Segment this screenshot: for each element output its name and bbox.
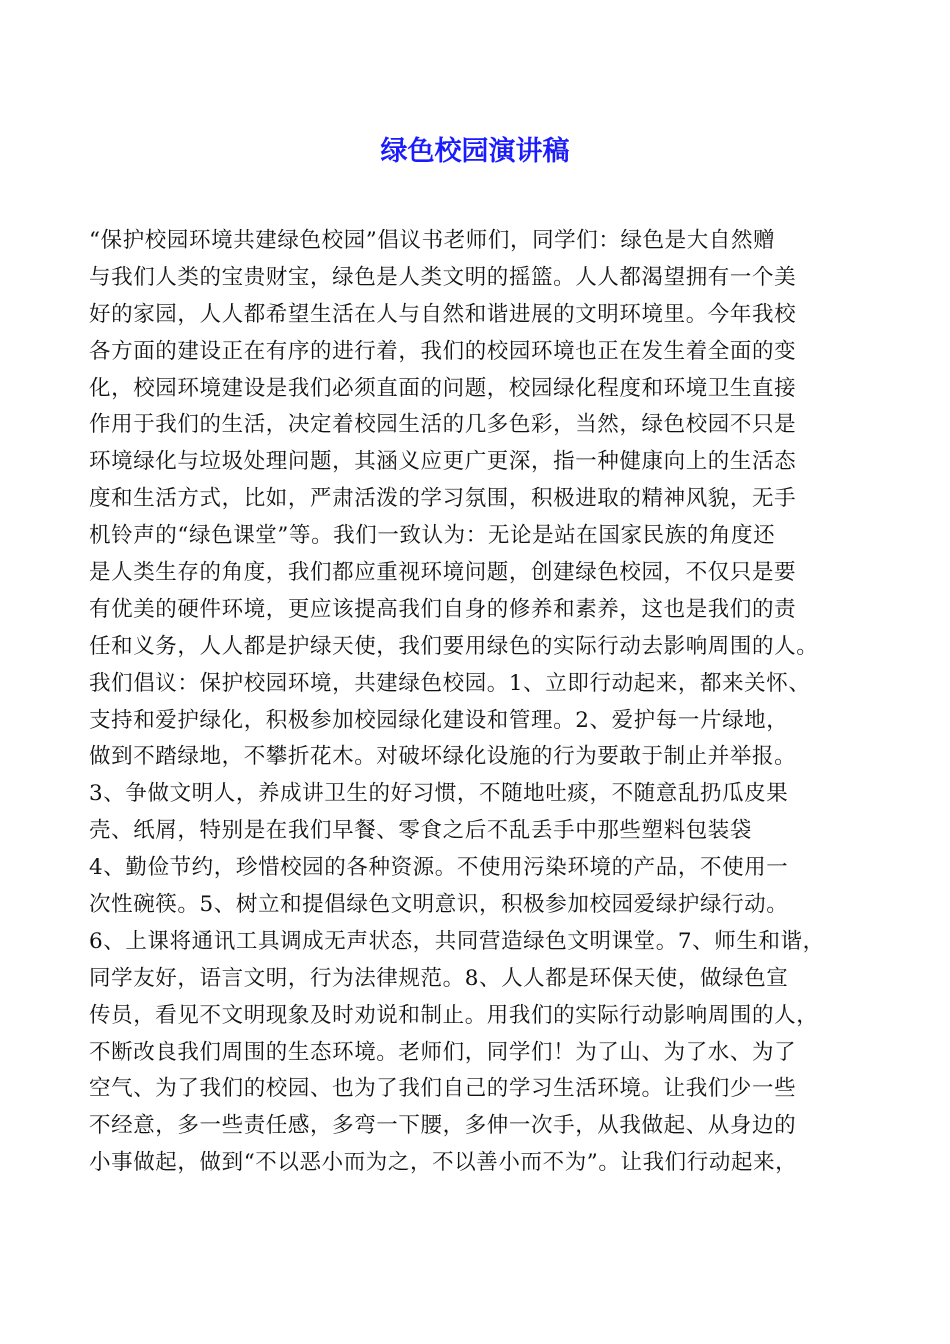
- body-line: 机铃声的“绿色课堂”等。我们一致认为：无论是站在国家民族的角度还: [89, 523, 776, 549]
- body-line: 度和生活方式，比如，严肃活泼的学习氛围，积极进取的精神风貌，无手: [89, 486, 797, 512]
- body-line: 小事做起，做到“不以恶小而为之，不以善小而不为”。让我们行动起来，: [89, 1150, 798, 1176]
- body-line: “保护校园环境共建绿色校园”倡议书老师们，同学们：绿色是大自然赠: [89, 228, 776, 253]
- body-line: 有优美的硬件环境，更应该提高我们自身的修养和素养，这也是我们的责: [89, 596, 797, 622]
- body-line: 任和义务，人人都是护绿天使，我们要用绿色的实际行动去影响周围的人。: [89, 633, 819, 659]
- body-line: 我们倡议：保护校园环境，共建绿色校园。1、立即行动起来，都来关怀、: [89, 670, 811, 696]
- document-body: [89, 223, 889, 1182]
- body-line: 次性碗筷。5、树立和提倡绿色文明意识，积极参加校园爱绿护绿行动。: [89, 892, 789, 918]
- body-line: 是人类生存的角度，我们都应重视环境问题，创建绿色校园，不仅只是要: [89, 560, 797, 586]
- body-line: 同学友好，语言文明，行为法律规范。8、人人都是环保天使，做绿色宣: [89, 965, 789, 991]
- document-title: 绿色校园演讲稿: [380, 136, 570, 167]
- body-line: 环境绿化与垃圾处理问题，其涵义应更广更深，指一种健康向上的生活态: [89, 449, 797, 475]
- body-line: 与我们人类的宝贵财宝，绿色是人类文明的摇篮。人人都渴望拥有一个美: [89, 264, 797, 290]
- body-line: 做到不踏绿地，不攀折花木。对破坏绿化设施的行为要敢于制止并举报。: [89, 744, 797, 770]
- body-line: 6、上课将通讯工具调成无声状态，共同营造绿色文明课堂。7、师生和谐，: [89, 928, 825, 954]
- body-line: 不经意，多一些责任感，多弯一下腰，多伸一次手，从我做起、从身边的: [89, 1113, 797, 1139]
- body-line: 各方面的建设正在有序的进行着，我们的校园环境也正在发生着全面的变: [89, 338, 797, 364]
- body-line: 不断改良我们周围的生态环境。老师们，同学们！为了山、为了水、为了: [89, 1039, 797, 1065]
- body-line: 好的家园，人人都希望生活在人与自然和谐进展的文明环境里。今年我校: [89, 301, 797, 327]
- body-line: 支持和爱护绿化，积极参加校园绿化建设和管理。2、爱护每一片绿地，: [89, 707, 789, 733]
- body-line: 传员，看见不文明现象及时劝说和制止。用我们的实际行动影响周围的人，: [89, 1002, 819, 1028]
- body-line: 3、争做文明人，养成讲卫生的好习惯，不随地吐痰，不随意乱扔瓜皮果: [89, 781, 789, 807]
- body-line: 4、勤俭节约，珍惜校园的各种资源。不使用污染环境的产品，不使用一: [89, 855, 789, 881]
- body-line: 作用于我们的生活，决定着校园生活的几多色彩，当然，绿色校园不只是: [89, 412, 797, 438]
- body-line: 化，校园环境建设是我们必须直面的问题，校园绿化程度和环境卫生直接: [89, 375, 797, 401]
- body-line: 壳、纸屑，特别是在我们早餐、零食之后不乱丢手中那些塑料包装袋: [89, 818, 753, 844]
- body-line: 空气、为了我们的校园、也为了我们自己的学习生活环境。让我们少一些: [89, 1076, 797, 1102]
